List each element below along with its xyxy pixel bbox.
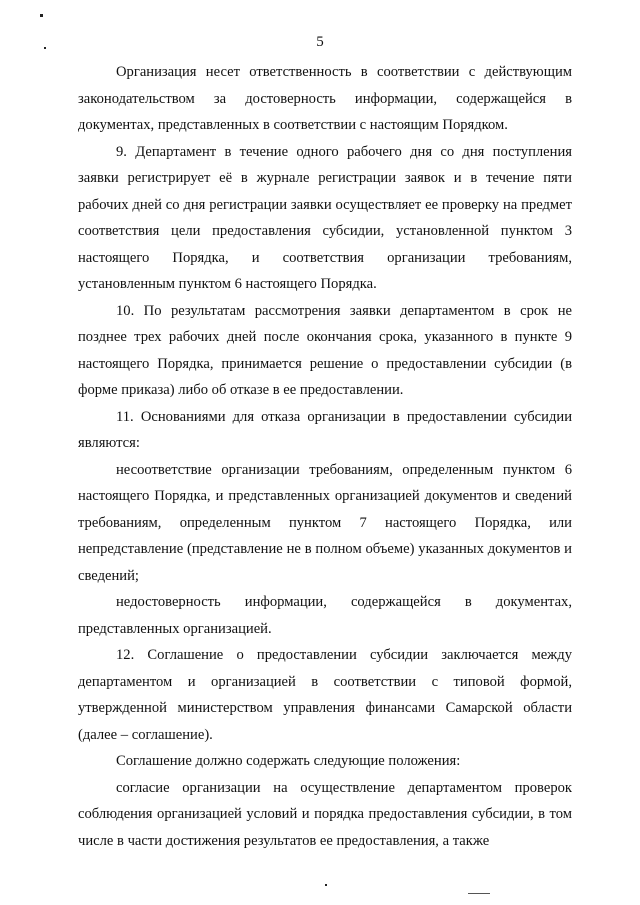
- body-text: [78, 59, 572, 854]
- scan-speck: [468, 893, 490, 894]
- paragraph-11-item-2: недостоверность информации, содержащейся в документах, представленных организацией.: [78, 594, 572, 637]
- paragraph-10: 10. По результатам рассмотрения заявки департаментом в срок не позднее трех рабочих дней после окончания срока, указанного в пункте 9 настоящего Порядка, принимается решение о предоставлении субсидии (в форме приказа) либо об отказе в ее предоставлении.: [78, 302, 572, 398]
- paragraph-consent: согласие организации на осуществление департаментом проверок соблюдения организацией условий и порядка предоставления субсидии, в том числе в части достижения результатов ее предоставления, а также: [78, 779, 572, 849]
- paragraph-11-item-1: несоответствие организации требованиям, определенным пунктом 6 настоящего Порядка, и представленных организацией документов и сведений требованиям, определенным пунктом 7 настоящего Порядка, или непредставление (представление не в полном объеме) указанных документов и сведений;: [78, 461, 572, 584]
- paragraph-agreement-provisions: Соглашение должно содержать следующие положения:: [116, 753, 461, 769]
- scan-speck: [40, 14, 43, 17]
- paragraph-responsibility: Организация несет ответственность в соответствии с действующим законодательством за достоверность информации, содержащейся в документах, представленных в соответствии с настоящим Порядком.: [78, 64, 572, 133]
- paragraph-9: 9. Департамент в течение одного рабочего дня со дня поступления заявки регистрирует её в журнале регистрации заявок и в течение пяти рабочих дней со дня регистрации заявки осуществляет ее проверку на предмет соответствия цели предоставления субсидии, установленной пунктом 3 настоящего Порядка, и соответствия организации требованиям, установленным пунктом 6 настоящего Порядка.: [78, 143, 572, 292]
- paragraph-12: 12. Соглашение о предоставлении субсидии заключается между департаментом и организацией в соответствии с типовой формой, утвержденной министерством управления финансами Самарской области (далее – соглашение).: [78, 647, 572, 743]
- paragraph-11: 11. Основаниями для отказа организации в предоставлении субсидии являются:: [78, 408, 572, 451]
- page-number: 5: [316, 34, 324, 50]
- scan-speck: [325, 884, 327, 886]
